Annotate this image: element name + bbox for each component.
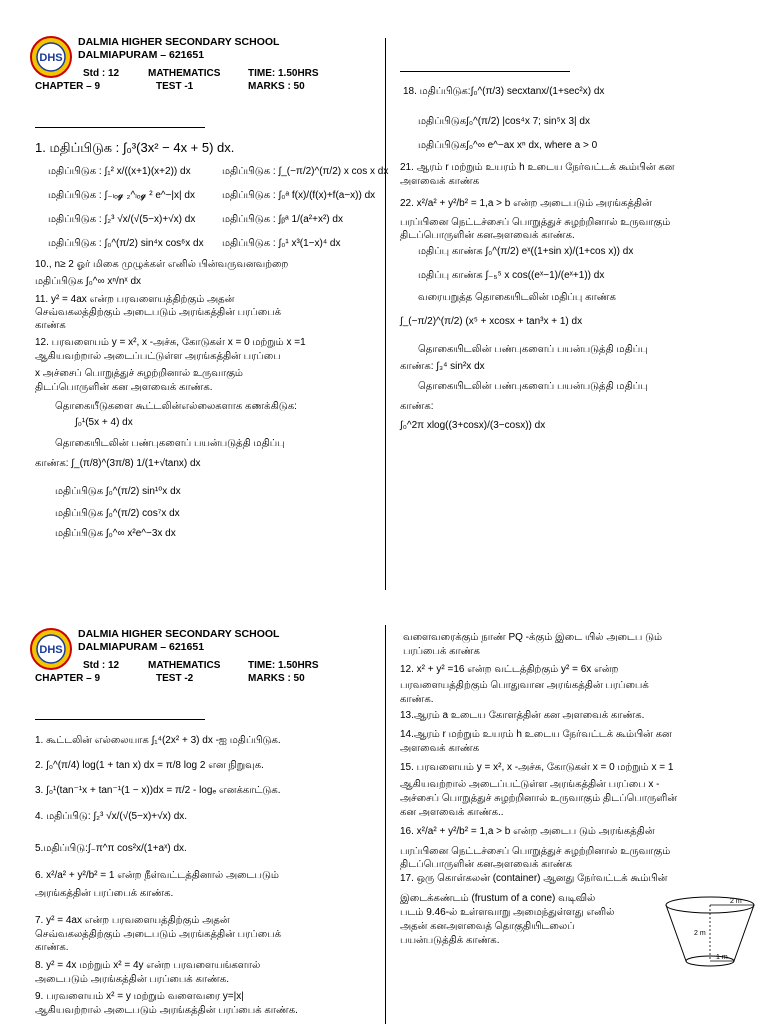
time-label: TIME: 1.50HRS xyxy=(248,68,319,79)
question-item: மதிப்பிடுக ∫₀^(π/2) cos⁷x dx xyxy=(55,508,180,519)
question-item: தொகையிடலின் பண்புகளைப் பயன்படுத்தி மதிப்பு xyxy=(55,438,285,449)
rule-line xyxy=(400,71,570,72)
marks-label: MARKS : 50 xyxy=(248,81,305,92)
question-item: செவ்வகலத்திற்கும் அடைபடும் அரங்கத்தின் பரப்பைக் xyxy=(35,929,282,940)
rule-line xyxy=(35,719,205,720)
figure-bottom-label: 1 m xyxy=(716,954,728,961)
question-item: மதிப்பிடுக : ∫₁² x/((x+1)(x+2)) dx xyxy=(48,166,191,177)
question-item: பரப்பைக் காண்க xyxy=(403,646,480,657)
std-label: Std : 12 xyxy=(83,68,120,79)
svg-text:DHS: DHS xyxy=(39,52,63,64)
question-item: மதிப்பிடுக : ∫₀¹ x³(1−x)⁴ dx xyxy=(222,238,341,249)
question-3: 3. ∫₀¹(tan⁻¹x + tan⁻¹(1 − x))dx = π/2 - logₑ எனக்காட்டுக. xyxy=(35,785,281,796)
question-item: மதிப்பிடுக : ∫₀ᵃ f(x)/(f(x)+f(a−x)) dx xyxy=(222,190,376,201)
question-8: 8. y² = 4x மற்றும் x² = 4y என்ற பரவளையங்களால் xyxy=(35,960,261,971)
question-item: மதிப்பிடுக ∫₀^(π/2) sin¹⁰x dx xyxy=(55,486,181,497)
question-item: அளவைக் காண்க xyxy=(400,743,480,754)
marks-label: MARKS : 50 xyxy=(248,673,305,684)
question-item: பரப்பினை நெட்டச்சைப் பொறுத்துச் சுழற்றினால் உருவாகும் xyxy=(400,217,671,228)
question-item: ∫_(−π/2)^(π/2) (x⁵ + xcosx + tan³x + 1) dx xyxy=(400,316,583,327)
question-item: பரப்பினை நெட்டச்சைப் பொறுத்துச் சுழற்றினால் உருவாகும் xyxy=(400,846,671,857)
question-9: 9. பரவளையம் x² = y மற்றும் வளைவரை y=|x| xyxy=(35,991,244,1002)
test-label: TEST -2 xyxy=(156,673,194,684)
column-divider-bottom xyxy=(385,625,386,1024)
time-label: TIME: 1.50HRS xyxy=(248,660,319,671)
test1-header xyxy=(30,36,370,101)
column-divider-top xyxy=(385,38,386,590)
question-item: காண்க. xyxy=(400,694,434,705)
question-item: மதிப்பிடுக∫₀^(π/2) |cos⁴x 7; sin⁵x 3| dx xyxy=(418,116,590,127)
question-item: திடப்பொருளின் கன அளவைக் காண்க. xyxy=(35,382,213,393)
frustum-figure xyxy=(660,893,760,973)
question-item: காண்க xyxy=(35,320,66,331)
std-label: Std : 12 xyxy=(83,660,120,671)
question-item: மதிப்பிடுக : ∫₂³ √x/(√(5−x)+√x) dx xyxy=(48,214,196,225)
question-item: அரங்கத்தின் பரப்பைக் காண்க. xyxy=(35,888,174,899)
question-6: 6. x²/a² + y²/b² = 1 என்ற நீள்வட்டத்தினால் அடைபடும் xyxy=(35,870,279,881)
question-item: திடப்பொருளின் கனஅளவைக் காண்க. xyxy=(400,230,575,241)
svg-text:DHS: DHS xyxy=(39,644,63,656)
question-item: அடைபடும் அரங்கத்தின் பரப்பைக் காண்க. xyxy=(35,974,229,985)
question-item: காண்க: ∫_(π/8)^(3π/8) 1/(1+√tanx) dx xyxy=(35,458,201,469)
question-13: 13.ஆரம் a உடைய கோளத்தின் கன அளவைக் காண்க. xyxy=(400,710,645,721)
question-item: வரையறுத்த தொகையிடலின் மதிப்பு காண்க xyxy=(418,292,616,303)
question-item: ஆகியவற்றால் அடைப்பட்டுள்ள அரங்கத்தின் பரப்பை x - xyxy=(400,779,660,790)
question-item: படம் 9.46-ல் உள்ளவாறு அமைந்துள்ளது எனில் xyxy=(400,907,615,918)
question-item: மதிப்பு காண்க ∫₋₅⁵ x cos((eˣ−1)/(eˣ+1)) dx xyxy=(418,270,605,281)
question-2: 2. ∫₀^(π/4) log(1 + tan x) dx = π/8 log 2 என நிறுவுக. xyxy=(35,760,264,771)
question-item: மதிப்பிடுக : ∫₀^(π/2) sin⁴x cos⁶x dx xyxy=(48,238,204,249)
rule-line xyxy=(35,127,205,128)
question-5: 5.மதிப்பிடு:∫₋π^π cos²x/(1+aˣ) dx. xyxy=(35,843,187,854)
school-logo-icon xyxy=(30,628,72,670)
question-15: 15. பரவளையம் y = x², x -அச்சு, கோடுகள் x = 0 மற்றும் x = 1 xyxy=(400,762,674,773)
question-item: காண்க. xyxy=(35,942,69,953)
question-item: அச்சைப் பொறுத்துச் சுழற்றினால் உருவாகும் திடப்பொருளின் xyxy=(400,793,678,804)
question-item: ஆகியவற்றால் அடைப்பட்டுள்ள அரங்கத்தின் பரப்பை xyxy=(35,351,281,362)
question-item: மதிப்பிடுக∫₀^∞ e^−ax xⁿ dx, where a > 0 xyxy=(418,140,598,151)
school-name: DALMIA HIGHER SECONDARY SCHOOL DALMIAPURAM – 621651 xyxy=(78,36,280,61)
question-4: 4. மதிப்பிடு: ∫₂³ √x/(√(5−x)+√x) dx. xyxy=(35,811,188,822)
question-item: இடைக்கண்டம் (frustum of a cone) வடிவில் xyxy=(400,893,596,904)
test2-header xyxy=(30,628,370,693)
question-item: மதிப்பிடுக : ∫_(−π/2)^(π/2) x cos x dx xyxy=(222,166,389,177)
question-item: தொகையிடலின் பண்புகளைப் பயன்படுத்தி மதிப்பு xyxy=(418,381,648,392)
question-item: கன அளவைக் காண்க.. xyxy=(400,807,504,818)
question-item: மதிப்பிடுக ∫₀^∞ x²e^−3x dx xyxy=(55,528,176,539)
question-item: x அச்சைப் பொறுத்துச் சுழற்றினால் உருவாகும் xyxy=(35,368,243,379)
question-item: அதன் கனஅளவைத் தொகுதியிடலைப் xyxy=(400,921,575,932)
question-item: ∫₀^2π xlog((3+cosx)/(3−cosx)) dx xyxy=(400,420,546,431)
question-item: செவ்வகலத்திற்கும் அடைபடும் அரங்கத்தின் பரப்பைக் xyxy=(35,307,282,318)
question-item: மதிப்பு காண்க ∫₀^(π/2) eˣ((1+sin x)/(1+cos x)) dx xyxy=(418,246,634,257)
figure-top-label: 2 m xyxy=(730,898,742,905)
question-item: காண்க: xyxy=(400,401,434,412)
question-17: 17. ஒரு கொள்கலன் (container) ஆனது நேர்வட்டக் கூம்பின் xyxy=(400,873,668,884)
subject-label: MATHEMATICS xyxy=(148,660,221,671)
question-1: 1. கூட்டலின் எல்லையாக ∫₁⁴(2x² + 3) dx -ஐ மதிப்பிடுக. xyxy=(35,735,281,746)
question-item: தொகையீடுகளை கூட்டலின்எல்லைகளாக கணக்கிடுக: xyxy=(55,401,297,412)
question-item: மதிப்பிடுக ∫₀^∞ xⁿ/nˣ dx xyxy=(35,276,142,287)
question-21: 21. ஆரம் r மற்றும் உயரம் h உடைய நேர்வட்டக் கூம்பின் கன xyxy=(400,162,675,173)
figure-height-label: 2 m xyxy=(694,930,706,937)
question-18: 18. மதிப்பிடுக:∫₀^(π/3) secxtanx/(1+sec²x) dx xyxy=(403,86,605,97)
school-logo-icon xyxy=(30,36,72,78)
test-label: TEST -1 xyxy=(156,81,194,92)
question-10: 10., n≥ 2 ஓர் மிகை முழுக்கள் எனில் பின்வருவனவற்றை xyxy=(35,259,289,270)
subject-label: MATHEMATICS xyxy=(148,68,221,79)
question-item: ∫₀¹(5x + 4) dx xyxy=(75,417,133,428)
question-22: 22. x²/a² + y²/b² = 1,a > b என்ற அடைபடும் அரங்கத்தின் xyxy=(400,198,652,209)
question-7: 7. y² = 4ax என்ற பரவளையத்திற்கும் அதன் xyxy=(35,915,230,926)
question-item: மதிப்பிடுக : ∫₋ₗₒ𝓰 ₂^ₗₒ𝓰 ² e^−|x| dx xyxy=(48,190,195,201)
chapter-label: CHAPTER – 9 xyxy=(35,673,101,684)
question-item: பயன்படுத்திக் காண்க. xyxy=(400,935,500,946)
question-item: அளவைக் காண்க xyxy=(400,176,480,187)
school-name: DALMIA HIGHER SECONDARY SCHOOL DALMIAPURAM – 621651 xyxy=(78,628,280,653)
question-11: 11. y² = 4ax என்ற பரவளையத்திற்கும் அதன் xyxy=(35,294,235,305)
question-item: காண்க: ∫₃⁴ sin²x dx xyxy=(400,361,485,372)
question-item: பரவளையத்திற்கும் பொதுவான அரங்கத்தின் பரப்பைக் xyxy=(400,680,649,691)
question-item: தொகையிடலின் பண்புகளைப் பயன்படுத்தி மதிப்பு xyxy=(418,344,648,355)
question-item: வளைவரைக்கும் நாண் PQ -க்கும் இடை யில் அடைப டும் xyxy=(403,632,663,643)
question-16: 16. x²/a² + y²/b² = 1,a > b என்ற அடைப டும் அரங்கத்தின் xyxy=(400,826,655,837)
question-12: 12. பரவளையம் y = x², x -அச்சு, கோடுகள் x = 0 மற்றும் x =1 xyxy=(35,337,306,348)
question-item: திடப்பொருளின் கனஅளவைக் காண்க xyxy=(400,859,573,870)
question-1: 1. மதிப்பிடுக : ∫₀³(3x² − 4x + 5) dx. xyxy=(35,140,235,155)
question-item: ஆகியவற்றால் அடைபடும் அரங்கத்தின் பரப்பைக் காண்க. xyxy=(35,1005,298,1016)
question-14: 14.ஆரம் r மற்றும் உயரம் h உடைய நேர்வட்டக் கூம்பின் கன xyxy=(400,729,672,740)
chapter-label: CHAPTER – 9 xyxy=(35,81,101,92)
question-item: மதிப்பிடுக : ∫ᵦᵃ 1/(a²+x²) dx xyxy=(222,214,343,225)
question-12: 12. x² + y² =16 என்ற வட்டத்திற்கும் y² = 6x என்ற xyxy=(400,664,619,675)
